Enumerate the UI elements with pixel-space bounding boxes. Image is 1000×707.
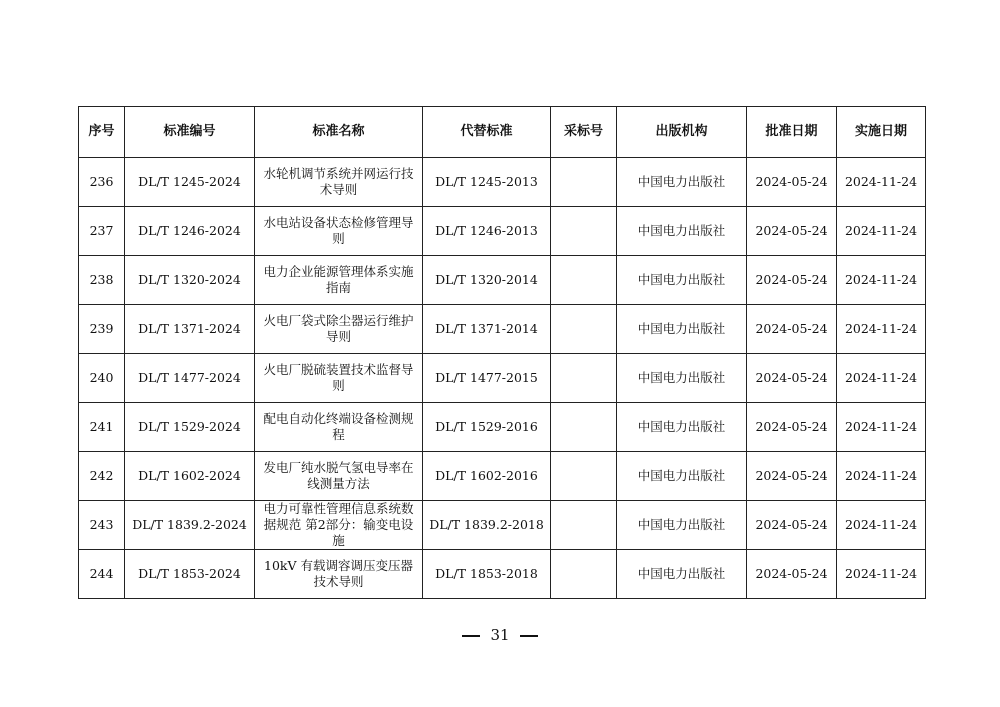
cell-replaces: DL/T 1320-2014 <box>423 256 551 305</box>
header-replaces: 代替标准 <box>423 107 551 158</box>
cell-replaces: DL/T 1602-2016 <box>423 452 551 501</box>
cell-publisher: 中国电力出版社 <box>617 550 747 599</box>
cell-effective: 2024-11-24 <box>837 403 926 452</box>
table-row <box>79 354 926 403</box>
cell-code: DL/T 1246-2024 <box>125 207 255 256</box>
cell-name: 10kV 有载调容调压变压器技术导则 <box>255 550 423 599</box>
cell-publisher: 中国电力出版社 <box>617 305 747 354</box>
cell-replaces: DL/T 1477-2015 <box>423 354 551 403</box>
cell-no: 237 <box>79 207 125 256</box>
page-number: 31 <box>490 626 510 644</box>
cell-adopted <box>551 207 617 256</box>
cell-code: DL/T 1853-2024 <box>125 550 255 599</box>
table-row <box>79 403 926 452</box>
cell-approved: 2024-05-24 <box>747 550 837 599</box>
header-publisher: 出版机构 <box>617 107 747 158</box>
cell-name: 发电厂纯水脱气氢电导率在线测量方法 <box>255 452 423 501</box>
cell-approved: 2024-05-24 <box>747 305 837 354</box>
cell-adopted <box>551 452 617 501</box>
page-footer <box>0 626 1000 644</box>
cell-approved: 2024-05-24 <box>747 452 837 501</box>
header-effective: 实施日期 <box>837 107 926 158</box>
cell-adopted <box>551 354 617 403</box>
table-row <box>79 305 926 354</box>
cell-approved: 2024-05-24 <box>747 158 837 207</box>
header-name: 标准名称 <box>255 107 423 158</box>
cell-publisher: 中国电力出版社 <box>617 403 747 452</box>
table-header-row <box>79 107 926 158</box>
cell-approved: 2024-05-24 <box>747 501 837 550</box>
cell-code: DL/T 1477-2024 <box>125 354 255 403</box>
cell-effective: 2024-11-24 <box>837 550 926 599</box>
cell-effective: 2024-11-24 <box>837 158 926 207</box>
cell-adopted <box>551 305 617 354</box>
cell-name: 电力可靠性管理信息系统数据规范 第2部分：输变电设施 <box>255 501 423 550</box>
table-row <box>79 256 926 305</box>
cell-effective: 2024-11-24 <box>837 256 926 305</box>
footer-dash-right <box>520 635 538 637</box>
cell-publisher: 中国电力出版社 <box>617 354 747 403</box>
cell-name: 火电厂袋式除尘器运行维护导则 <box>255 305 423 354</box>
cell-replaces: DL/T 1371-2014 <box>423 305 551 354</box>
cell-approved: 2024-05-24 <box>747 207 837 256</box>
cell-effective: 2024-11-24 <box>837 207 926 256</box>
cell-code: DL/T 1371-2024 <box>125 305 255 354</box>
footer-dash-left <box>462 635 480 637</box>
cell-no: 236 <box>79 158 125 207</box>
cell-code: DL/T 1602-2024 <box>125 452 255 501</box>
cell-no: 238 <box>79 256 125 305</box>
cell-effective: 2024-11-24 <box>837 354 926 403</box>
table-row <box>79 550 926 599</box>
cell-replaces: DL/T 1853-2018 <box>423 550 551 599</box>
cell-replaces: DL/T 1245-2013 <box>423 158 551 207</box>
cell-adopted <box>551 158 617 207</box>
cell-publisher: 中国电力出版社 <box>617 501 747 550</box>
cell-no: 241 <box>79 403 125 452</box>
cell-publisher: 中国电力出版社 <box>617 207 747 256</box>
table-row <box>79 207 926 256</box>
cell-adopted <box>551 501 617 550</box>
cell-name: 水电站设备状态检修管理导则 <box>255 207 423 256</box>
cell-effective: 2024-11-24 <box>837 501 926 550</box>
cell-effective: 2024-11-24 <box>837 452 926 501</box>
cell-no: 244 <box>79 550 125 599</box>
cell-name: 配电自动化终端设备检测规程 <box>255 403 423 452</box>
cell-no: 242 <box>79 452 125 501</box>
table-row <box>79 452 926 501</box>
header-approved: 批准日期 <box>747 107 837 158</box>
cell-no: 239 <box>79 305 125 354</box>
cell-no: 240 <box>79 354 125 403</box>
cell-publisher: 中国电力出版社 <box>617 452 747 501</box>
cell-no: 243 <box>79 501 125 550</box>
cell-name: 电力企业能源管理体系实施指南 <box>255 256 423 305</box>
header-no: 序号 <box>79 107 125 158</box>
cell-name: 水轮机调节系统并网运行技术导则 <box>255 158 423 207</box>
header-adopted: 采标号 <box>551 107 617 158</box>
cell-replaces: DL/T 1246-2013 <box>423 207 551 256</box>
cell-name: 火电厂脱硫装置技术监督导则 <box>255 354 423 403</box>
standards-table <box>78 106 926 599</box>
cell-code: DL/T 1245-2024 <box>125 158 255 207</box>
cell-adopted <box>551 256 617 305</box>
header-code: 标准编号 <box>125 107 255 158</box>
cell-code: DL/T 1529-2024 <box>125 403 255 452</box>
cell-publisher: 中国电力出版社 <box>617 256 747 305</box>
table-row <box>79 158 926 207</box>
cell-approved: 2024-05-24 <box>747 256 837 305</box>
cell-code: DL/T 1320-2024 <box>125 256 255 305</box>
cell-effective: 2024-11-24 <box>837 305 926 354</box>
cell-adopted <box>551 550 617 599</box>
cell-approved: 2024-05-24 <box>747 354 837 403</box>
cell-replaces: DL/T 1839.2-2018 <box>423 501 551 550</box>
table-row <box>79 501 926 550</box>
cell-publisher: 中国电力出版社 <box>617 158 747 207</box>
cell-adopted <box>551 403 617 452</box>
cell-replaces: DL/T 1529-2016 <box>423 403 551 452</box>
cell-approved: 2024-05-24 <box>747 403 837 452</box>
cell-code: DL/T 1839.2-2024 <box>125 501 255 550</box>
